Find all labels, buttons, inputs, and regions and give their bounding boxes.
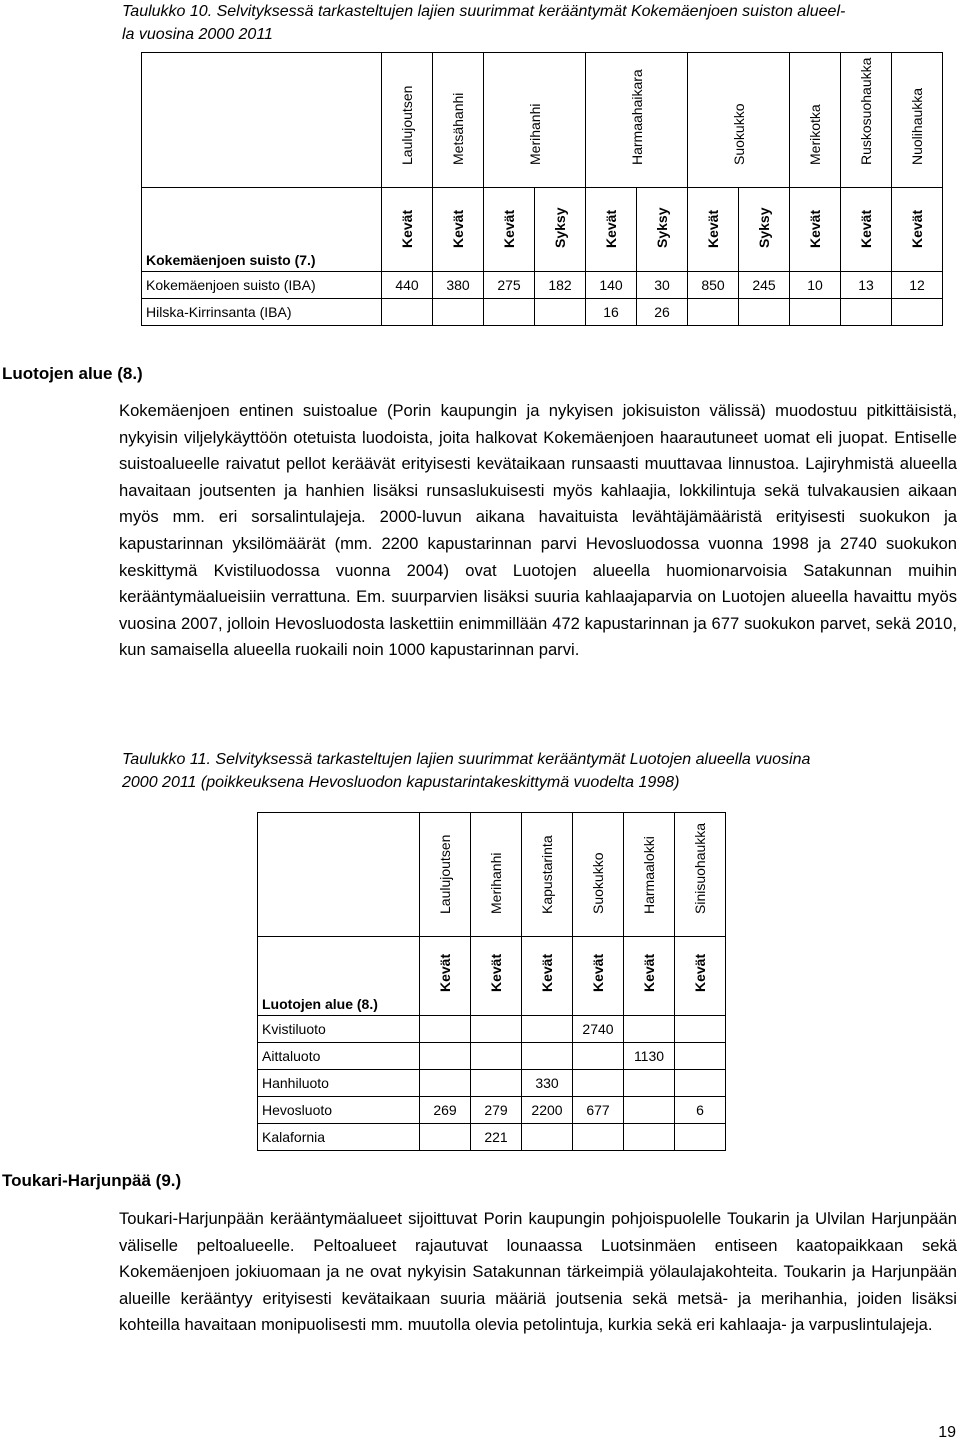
table10-species-label: Merihanhi (526, 103, 543, 165)
table11-value-cell: 2740 (573, 1016, 624, 1043)
table11 (257, 812, 726, 1151)
table11-species-header (675, 813, 726, 937)
section-title-toukari: Toukari-Harjunpää (9.) (2, 1171, 182, 1190)
table11-season-header (573, 937, 624, 1016)
table10-species-header (790, 53, 841, 188)
table10-value-cell: 16 (586, 299, 637, 326)
table11-row-label: Kvistiluoto (258, 1016, 420, 1043)
table11-value-cell (675, 1043, 726, 1070)
table-row (142, 272, 943, 299)
table11-value-cell (522, 1043, 573, 1070)
table11-value-cell (624, 1016, 675, 1043)
table11-value-cell: 677 (573, 1097, 624, 1124)
table10-value-cell: 380 (433, 272, 484, 299)
table10-caption (122, 0, 952, 46)
table11-value-cell (573, 1124, 624, 1151)
table10-value-cell: 30 (637, 272, 688, 299)
table10-season-header (739, 188, 790, 272)
table10-season-label: Kevät (501, 209, 517, 248)
table11-season-label: Kevät (641, 953, 657, 992)
table11-value-cell: 6 (675, 1097, 726, 1124)
table11-species-header (624, 813, 675, 937)
table10-species-header (586, 53, 688, 188)
table11-value-cell (420, 1124, 471, 1151)
table10-season-header (535, 188, 586, 272)
table10-season-row (142, 188, 943, 272)
table-row (142, 299, 943, 326)
table11-value-cell (420, 1070, 471, 1097)
table10-header-label: Kokemäenjoen suisto (7.) (142, 188, 382, 272)
table11-species-header (522, 813, 573, 937)
table10-season-header (841, 188, 892, 272)
table10-value-cell (688, 299, 739, 326)
table10-season-label: Syksy (756, 207, 772, 248)
paragraph-toukari: Toukari-Harjunpään kerääntymäalueet sijoittuvat Porin kaupungin pohjoispuolelle Toukarin ja Ulvilan Harjunpään väliselle peltoalueelle. Peltoalueet rajautuvat lounaassa Luotsinmäen entiseen kaatopaikkaan sekä Kokemäenjoen jokiuomaan ja ne ovat nykyisin Satakunnan tärkeimpiä yölaulajakohteita. Toukarin ja Harjunpään alueille kerääntyy erityisesti kevätaikaan suuria määriä joutsenia sekä metsä- ja merihanhia, joiden lisäksi kohteilla havaitaan monipuolisesti mm. muutolla olevia petolintuja, kurkia sekä eri kahlaaja- ja varpuslintulajeja. (119, 1209, 957, 1335)
table11-season-label: Kevät (437, 953, 453, 992)
table11-row-label: Hevosluoto (258, 1097, 420, 1124)
table10-value-cell: 440 (382, 272, 433, 299)
table10-value-cell (433, 299, 484, 326)
table10-value-cell (739, 299, 790, 326)
table10-season-label: Kevät (909, 209, 925, 248)
table11-value-cell: 279 (471, 1097, 522, 1124)
table10-value-cell: 140 (586, 272, 637, 299)
table11-caption (122, 748, 957, 794)
table11-caption-line2: 2000 2011 (poikkeuksena Hevosluodon kapustarintakeskittymä vuodelta 1998) (122, 774, 680, 791)
table11-value-cell (675, 1070, 726, 1097)
table11-row-label: Aittaluoto (258, 1043, 420, 1070)
table11-species-row (258, 813, 726, 937)
table10-species-header (382, 53, 433, 188)
table10-species-label: Merikotka (807, 104, 823, 165)
table11-season-label: Kevät (539, 953, 555, 992)
table10-season-label: Kevät (858, 209, 874, 248)
table-row (258, 1097, 726, 1124)
table11-corner-cell (258, 813, 420, 937)
table10-species-label: Suokukko (730, 103, 747, 165)
table10-value-cell (382, 299, 433, 326)
section-title-luotojen: Luotojen alue (8.) (2, 364, 143, 383)
table10-species-label: Metsähanhi (450, 92, 466, 165)
table10-species-header (688, 53, 790, 188)
table11-value-cell (522, 1016, 573, 1043)
table10-season-header (586, 188, 637, 272)
table11-species-label: Kapustarinta (539, 835, 555, 914)
table10-season-header (790, 188, 841, 272)
table10-season-label: Syksy (654, 207, 670, 248)
table11-season-header (420, 937, 471, 1016)
table10-corner-cell (142, 53, 382, 188)
paragraph-luotojen: Kokemäenjoen entinen suistoalue (Porin kaupungin ja nykyisen jokisuiston välissä) muodostuu pitkittäisistä, nykyisin viljelykäyttöön otetuista luodoista, joita halkovat Kokemäenjoen haarautuneet uomat eli juopat. Entiselle suistoalueelle raivatut pellot keräävät erityisesti kevätaikaan runsaasti muuttavaa linnustoa. Lajiryhmistä alueella havaitaan joutsenten ja hanhien lisäksi runsaslukuisesti myös kahlaajia, lokkilintuja sekä tulvakausien aikaan myös mm. eri sorsalintulajeja. 2000-luvun aikana havaituista levähtäjämääristä erityisesti suokukon ja kapustarinnan yksilömäärät (mm. 2200 kapustarinnan parvi Hevosluodossa vuonna 1998 ja 2740 suokukon keskittymä Kvistiluodossa vuonna 2004) ovat Luotojen alueella huomionarvoisia Satakunnan muihin kerääntymäalueisiin verrattuna. Em. suurparvien lisäksi suuria kahlaajaparvia on Luotojen alueella havaittu myös vuosina 2007, jolloin Hevosluodosta laskettiin enimmillään 472 kapustarinnan ja 677 suokukon parvet, sekä 2010, kun samaisella alueella ruokaili noin 1000 kapustarinnan parvi. (119, 401, 957, 660)
table11-season-label: Kevät (692, 953, 708, 992)
table11-value-cell (471, 1070, 522, 1097)
table11-value-cell: 221 (471, 1124, 522, 1151)
table10-value-cell (892, 299, 943, 326)
table11-value-cell (573, 1043, 624, 1070)
table11-season-header (624, 937, 675, 1016)
table10-species-header (841, 53, 892, 188)
table11-value-cell (573, 1070, 624, 1097)
table10-season-header (433, 188, 484, 272)
table11-value-cell (471, 1043, 522, 1070)
table10-species-label: Nuolihaukka (909, 87, 925, 165)
table11-value-cell: 1130 (624, 1043, 675, 1070)
table10-row-label: Kokemäenjoen suisto (IBA) (142, 272, 382, 299)
table-row (258, 1070, 726, 1097)
table10-season-header (688, 188, 739, 272)
table11-species-header (471, 813, 522, 937)
table10-caption-line1: Taulukko 10. Selvityksessä tarkasteltujen lajien suurimmat kerääntymät Kokemäenjoen suiston alueel- (122, 3, 846, 20)
table11-species-header (573, 813, 624, 937)
table10-species-row (142, 53, 943, 188)
table11-value-cell (420, 1043, 471, 1070)
table11-value-cell (522, 1124, 573, 1151)
table10-season-label: Kevät (450, 209, 466, 248)
table10-row-label: Hilska-Kirrinsanta (IBA) (142, 299, 382, 326)
table10-species-label: Harmaahaikara (628, 69, 645, 165)
table11-value-cell (675, 1124, 726, 1151)
table10-season-label: Kevät (399, 209, 415, 248)
table10-value-cell (841, 299, 892, 326)
table11-value-cell (624, 1097, 675, 1124)
table-row (258, 1043, 726, 1070)
page-number: 19 (938, 1424, 956, 1441)
table10 (141, 52, 943, 326)
table11-species-label: Sinisuohaukka (692, 822, 708, 914)
table11-species-label: Suokukko (590, 852, 606, 914)
table11-season-label: Kevät (488, 953, 504, 992)
table11-value-cell (420, 1016, 471, 1043)
table10-species-label: Laulujoutsen (399, 85, 415, 165)
table10-value-cell: 275 (484, 272, 535, 299)
table10-season-header (637, 188, 688, 272)
table10-species-header (433, 53, 484, 188)
table10-species-header (892, 53, 943, 188)
table11-species-label: Harmaalokki (641, 836, 657, 914)
table10-caption-line2: la vuosina 2000 2011 (122, 26, 273, 43)
table11-value-cell (675, 1016, 726, 1043)
table10-value-cell (790, 299, 841, 326)
table11-value-cell (624, 1070, 675, 1097)
table11-species-label: Laulujoutsen (437, 834, 453, 914)
table-row (258, 1124, 726, 1151)
table11-value-cell: 330 (522, 1070, 573, 1097)
table11-species-header (420, 813, 471, 937)
table10-species-label: Ruskosuohaukka (858, 57, 874, 165)
table11-row-label: Kalafornia (258, 1124, 420, 1151)
table11-season-header (675, 937, 726, 1016)
table11-value-cell: 2200 (522, 1097, 573, 1124)
table10-value-cell (535, 299, 586, 326)
table11-season-header (522, 937, 573, 1016)
table10-value-cell: 26 (637, 299, 688, 326)
table10-season-label: Kevät (705, 209, 721, 248)
table10-season-label: Kevät (807, 209, 823, 248)
table-row (258, 1016, 726, 1043)
table11-caption-line1: Taulukko 11. Selvityksessä tarkasteltujen lajien suurimmat kerääntymät Luotojen alueella vuosina (122, 751, 811, 768)
table10-season-header (382, 188, 433, 272)
table10-season-header (484, 188, 535, 272)
table11-header-label: Luotojen alue (8.) (258, 937, 420, 1016)
table11-value-cell (471, 1016, 522, 1043)
table10-value-cell: 13 (841, 272, 892, 299)
table11-season-header (471, 937, 522, 1016)
table10-value-cell: 182 (535, 272, 586, 299)
table10-value-cell: 10 (790, 272, 841, 299)
table11-season-row (258, 937, 726, 1016)
table10-season-header (892, 188, 943, 272)
table10-value-cell: 850 (688, 272, 739, 299)
table10-season-label: Syksy (552, 207, 568, 248)
table10-value-cell (484, 299, 535, 326)
table10-species-header (484, 53, 586, 188)
table11-season-label: Kevät (590, 953, 606, 992)
table10-season-label: Kevät (603, 209, 619, 248)
table11-species-label: Merihanhi (488, 852, 504, 914)
table10-value-cell: 12 (892, 272, 943, 299)
table11-value-cell (624, 1124, 675, 1151)
table11-value-cell: 269 (420, 1097, 471, 1124)
table11-row-label: Hanhiluoto (258, 1070, 420, 1097)
table10-value-cell: 245 (739, 272, 790, 299)
